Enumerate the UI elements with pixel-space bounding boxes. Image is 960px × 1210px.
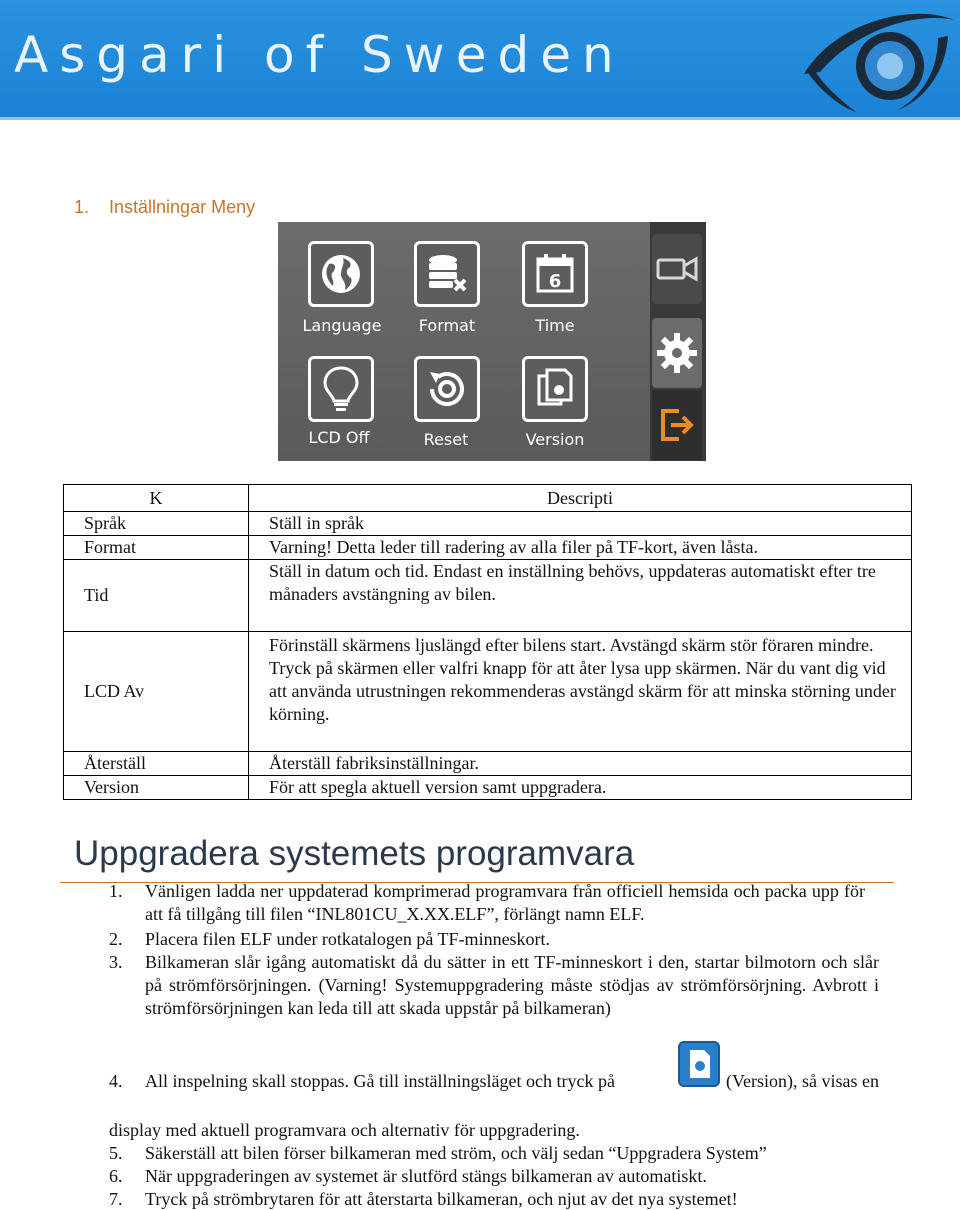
list-item: [109, 1070, 679, 1093]
document-icon: [684, 1047, 714, 1081]
table-header-key: K: [64, 485, 249, 512]
lightbulb-icon: [319, 365, 363, 413]
version-inline-icon: [678, 1041, 720, 1087]
row-key-lcd-off: LCD Av: [64, 632, 249, 752]
section-heading-settings-menu: [74, 197, 255, 218]
list-item: [109, 1142, 909, 1165]
step-number: 6.: [109, 1166, 123, 1186]
reset-label: Reset: [423, 430, 469, 449]
row-key-version: Version: [64, 776, 249, 800]
header-banner: [0, 0, 960, 120]
step-number: 4.: [109, 1071, 123, 1091]
section-title: Inställningar Meny: [109, 197, 256, 217]
settings-description-table: [63, 484, 912, 800]
step-text: Säkerställ att bilen förser bilkameran med ström, och välj sedan “Uppgradera System”: [145, 1143, 767, 1163]
table-row: [64, 512, 912, 536]
time-tile[interactable]: [522, 241, 588, 307]
database-delete-icon: [425, 252, 469, 296]
reset-tile[interactable]: [414, 356, 480, 422]
step-number: 2.: [109, 929, 123, 949]
row-desc-lcd-off: Förinställ skärmens ljuslängd efter bilens start. Avstängd skärm stör föraren mindre. Tryck på skärmen eller valfri knapp för att åter lysa upp skärmen. När du vant dig vid att använda utrustningen rekommenderas avstängd skärm för att minska störning under körning.: [249, 632, 912, 752]
list-item: [109, 1165, 909, 1188]
row-desc-language: Ställ in språk: [249, 512, 912, 536]
step-number: 7.: [109, 1189, 123, 1209]
language-tile[interactable]: [308, 241, 374, 307]
language-label: Language: [302, 316, 382, 335]
table-row: [64, 536, 912, 560]
section-number: 1.: [74, 197, 90, 217]
list-item: [109, 928, 865, 951]
lcd-off-tile[interactable]: [308, 356, 374, 422]
table-header-row: [64, 485, 912, 512]
row-key-reset: Återställ: [64, 752, 249, 776]
video-mode-button[interactable]: [652, 234, 702, 304]
reset-gear-icon: [424, 366, 470, 412]
version-label: Version: [525, 430, 585, 449]
table-row: [64, 776, 912, 800]
exit-button[interactable]: [652, 390, 702, 460]
step-text-after: (Version), så visas en: [726, 1071, 879, 1091]
version-tile[interactable]: [522, 356, 588, 422]
list-item: [109, 951, 879, 1020]
row-desc-format: Varning! Detta leder till radering av alla filer på TF-kort, även låsta.: [249, 536, 912, 560]
row-key-language: Språk: [64, 512, 249, 536]
row-desc-time: Ställ in datum och tid. Endast en inställning behövs, uppdateras automatiskt efter tre månaders avstängning av bilen.: [249, 560, 912, 632]
step-text: När uppgraderingen av systemet är slutförd stängs bilkameran av automatiskt.: [145, 1166, 707, 1186]
step-text: Vänligen ladda ner uppdaterad komprimerad programvara från officiell hemsida och packa upp för att få tillgång till filen “INL801CU_X.XX.ELF”, förlängt namn ELF.: [145, 881, 865, 924]
step-number: 1.: [109, 881, 123, 901]
table-row: [64, 560, 912, 632]
row-desc-version: För att spegla aktuell version samt uppgradera.: [249, 776, 912, 800]
upgrade-heading: Uppgradera systemets programvara: [74, 834, 635, 873]
step-text-before: All inspelning skall stoppas. Gå till inställningsläget och tryck på: [145, 1071, 615, 1091]
step-text: Placera filen ELF under rotkatalogen på TF-minneskort.: [145, 929, 551, 949]
row-key-format: Format: [64, 536, 249, 560]
calendar-day: 6: [548, 271, 562, 292]
calendar-icon: [533, 252, 577, 296]
step-text-cont: display med aktuell programvara och alternativ för uppgradering.: [109, 1120, 580, 1140]
exit-icon: [657, 405, 697, 445]
list-item: [109, 880, 865, 926]
step-text: Tryck på strömbrytaren för att återstarta bilkameran, och njut av det nya systemet!: [145, 1189, 738, 1209]
table-header-description: Descripti: [249, 485, 912, 512]
row-desc-reset: Återställ fabriksinställningar.: [249, 752, 912, 776]
globe-icon: [319, 252, 363, 296]
gear-icon: [655, 331, 699, 375]
list-item: [109, 1188, 909, 1210]
video-camera-icon: [656, 254, 698, 284]
step-text: Bilkameran slår igång automatiskt då du sätter in ett TF-minneskort i den, startar bilmotorn och slår på strömförsörjningen. (Varning! Systemuppgradering måste stödjas av strömförsörjning. Avbrott i strömförsörjningen kan leda till att skada uppstår på bilkameran): [145, 952, 879, 1018]
step-number: 5.: [109, 1143, 123, 1163]
format-tile[interactable]: [414, 241, 480, 307]
settings-mode-button[interactable]: [652, 318, 702, 388]
lcd-off-label: LCD Off: [308, 428, 370, 447]
step-number: 3.: [109, 952, 123, 972]
table-row: [64, 632, 912, 752]
brand-name: Asgari of Sweden: [14, 26, 625, 84]
row-key-time: Tid: [64, 560, 249, 632]
format-label: Format: [418, 316, 476, 335]
eye-logo-icon: [798, 8, 958, 116]
time-label: Time: [535, 316, 575, 335]
table-row: [64, 752, 912, 776]
document-icon: [533, 366, 577, 412]
